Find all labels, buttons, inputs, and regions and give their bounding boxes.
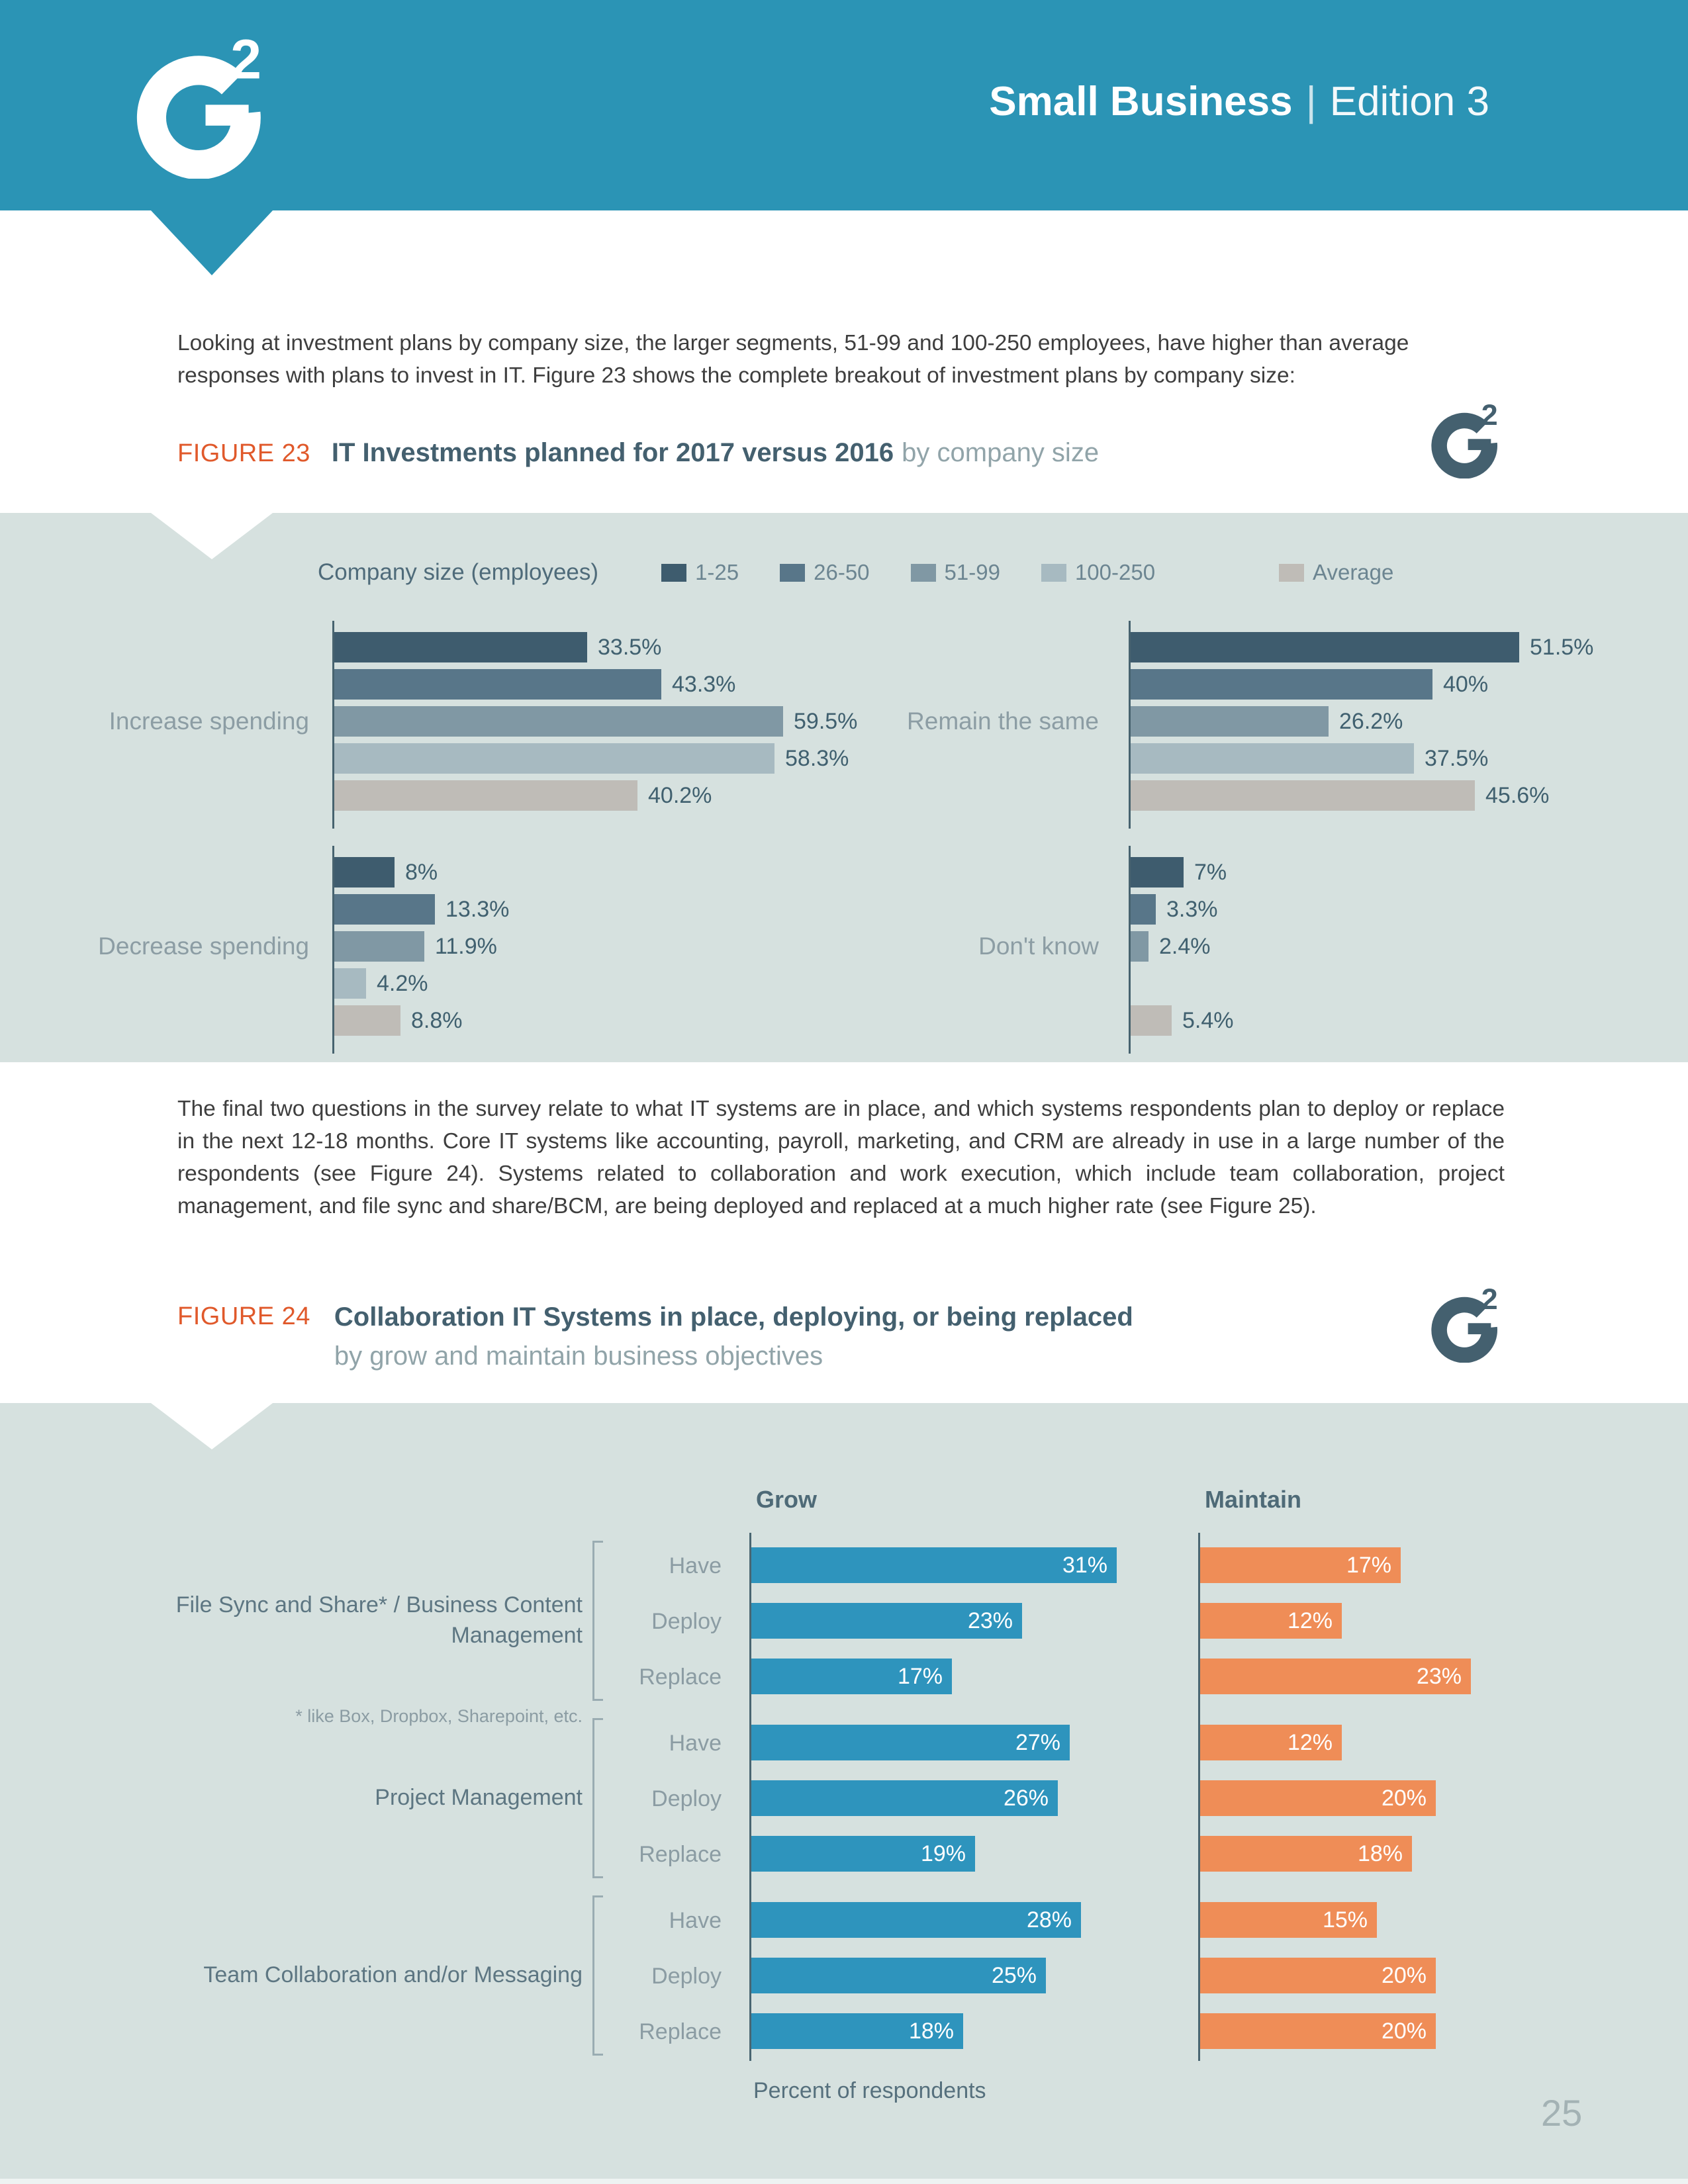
bar-grow [751, 1603, 1022, 1639]
middle-paragraph: The final two questions in the survey relate to what IT systems are in place, and which systems respondents plan to deploy or replace in the next 12-18 months. Core IT systems like accounting, payroll, marketing, and CRM are already in use in a large number of the respondents (see Figure 24). Systems related to collaboration and work execution, which include team collaboration, project management, and file sync and share/BCM, are being deployed and replaced at a much higher rate (see Figure 25). [177, 1097, 1505, 1218]
bar-value-label: 23% [1416, 1664, 1462, 1689]
bar-value-label: 8% [405, 860, 438, 885]
bar-segment [1131, 931, 1149, 962]
group-label: Don't know [978, 933, 1099, 960]
bar-value-label: 58.3% [785, 746, 849, 771]
group-label: Remain the same [907, 707, 1099, 735]
svg-text:2: 2 [1481, 402, 1498, 432]
legend-title: Company size (employees) [318, 559, 599, 585]
figure23-heading [177, 438, 1099, 468]
bar-value-label: 17% [897, 1664, 943, 1689]
bar-grow [751, 1725, 1070, 1760]
bar-value-label: 15% [1322, 1907, 1368, 1933]
bar-segment [334, 669, 661, 700]
logo-superscript: 2 [230, 36, 262, 91]
bar-segment [334, 743, 774, 774]
bar-maintain [1200, 1780, 1436, 1816]
bar-value-label: 26.2% [1339, 709, 1403, 734]
legend-item [780, 560, 869, 585]
legend-label: Average [1313, 560, 1394, 584]
row-label: Deploy [651, 1964, 722, 1989]
row-label: Have [669, 1908, 722, 1933]
bar-value-label: 3.3% [1166, 897, 1218, 922]
bar-value-label: 8.8% [411, 1008, 463, 1033]
header-title-bold: Small Business [989, 79, 1293, 124]
bar-value-label: 19% [920, 1841, 966, 1866]
group-bracket [592, 1718, 603, 1878]
header-pointer [151, 210, 273, 275]
bar-segment [1131, 1005, 1172, 1036]
bar-value-label: 12% [1287, 1730, 1333, 1755]
bar-segment [1131, 780, 1475, 811]
bar-segment [334, 931, 424, 962]
bar-maintain [1200, 1659, 1471, 1694]
figure24-subtitle: by grow and maintain business objectives [334, 1342, 823, 1371]
figure24-label: FIGURE 24 [177, 1302, 310, 1330]
legend-swatch [661, 564, 686, 582]
bar-segment [334, 894, 435, 925]
bar-value-label: 51.5% [1530, 635, 1594, 660]
group-label: Increase spending [109, 707, 309, 735]
bar-grow [751, 1780, 1058, 1816]
figure23-label: FIGURE 23 [177, 439, 310, 467]
legend-label: 1-25 [695, 560, 739, 584]
bar-value-label: 26% [1003, 1786, 1049, 1811]
row-label: Deploy [651, 1609, 722, 1634]
bar-value-label: 18% [1357, 1841, 1403, 1866]
bar-value-label: 59.5% [794, 709, 858, 734]
group-bracket [592, 1541, 603, 1701]
legend-item [661, 560, 739, 585]
group-footnote: * like Box, Dropbox, Sharepoint, etc. [295, 1706, 583, 1726]
group-label: Project Management [375, 1785, 583, 1811]
column-header-maintain: Maintain [1205, 1486, 1302, 1513]
legend-swatch [780, 564, 805, 582]
bar-maintain [1200, 2013, 1436, 2049]
intro-paragraph: Looking at investment plans by company size, the larger segments, 51-99 and 100-250 employees, have higher than average responses with plans to invest in IT. Figure 23 shows the complete breakout of investment plans by company size: [177, 331, 1409, 388]
band-notch [151, 513, 273, 559]
bar-value-label: 4.2% [377, 971, 428, 996]
figure23-legend [318, 559, 1434, 586]
bar-segment [1131, 857, 1184, 887]
bar-value-label: 31% [1062, 1553, 1107, 1578]
bar-maintain [1200, 1603, 1342, 1639]
bar-maintain [1200, 1725, 1342, 1760]
row-label: Have [669, 1553, 722, 1578]
group-label: Decrease spending [98, 933, 309, 960]
row-label: Have [669, 1731, 722, 1756]
bar-value-label: 5.4% [1182, 1008, 1234, 1033]
bar-value-label: 37.5% [1425, 746, 1489, 771]
bar-segment [1131, 706, 1329, 737]
header-title [989, 78, 1489, 125]
row-label: Replace [639, 1664, 722, 1690]
bar-value-label: 12% [1287, 1608, 1333, 1633]
bar-segment [334, 706, 783, 737]
bar-segment [334, 857, 395, 887]
legend-item [1041, 560, 1155, 585]
bar-value-label: 20% [1381, 2019, 1427, 2044]
bar-segment [334, 1005, 400, 1036]
bar-segment [334, 632, 587, 662]
bar-maintain [1200, 1836, 1412, 1872]
row-label: Replace [639, 2019, 722, 2044]
legend-item [1279, 560, 1393, 585]
bar-value-label: 20% [1381, 1786, 1427, 1811]
column-header-grow: Grow [756, 1486, 818, 1513]
bar-grow [751, 1547, 1117, 1583]
figure24-title-block [334, 1302, 1133, 1371]
bar-segment [1131, 894, 1156, 925]
page-number: 25 [1541, 2092, 1583, 2134]
group-bracket [592, 1895, 603, 2056]
band-notch [151, 1403, 273, 1449]
bar-value-label: 27% [1015, 1730, 1060, 1755]
g2-logo-icon [1427, 1287, 1501, 1363]
bar-value-label: 45.6% [1485, 783, 1550, 808]
bar-segment [1131, 669, 1432, 700]
g2-logo-small [1427, 402, 1501, 482]
legend-label: 26-50 [814, 560, 870, 584]
bar-value-label: 43.3% [672, 672, 736, 697]
bar-grow [751, 2013, 963, 2049]
header-title-separator: | [1305, 79, 1317, 124]
bar-value-label: 40.2% [648, 783, 712, 808]
legend-swatch [911, 564, 936, 582]
bar-value-label: 33.5% [598, 635, 662, 660]
group-label: File Sync and Share* / Business Content Management [175, 1592, 583, 1648]
bar-value-label: 25% [991, 1963, 1037, 1988]
bar-segment [1131, 632, 1519, 662]
g2-logo [129, 36, 268, 182]
bar-maintain [1200, 1902, 1377, 1938]
bar-segment [1131, 743, 1414, 774]
row-label: Deploy [651, 1786, 722, 1811]
bar-grow [751, 1659, 952, 1694]
bar-value-label: 2.4% [1159, 934, 1211, 959]
bar-value-label: 20% [1381, 1963, 1427, 1988]
legend-item [911, 560, 1000, 585]
figure24-title: Collaboration IT Systems in place, deploying, or being replaced [334, 1302, 1133, 1332]
bar-value-label: 13.3% [445, 897, 510, 922]
bar-value-label: 18% [908, 2019, 954, 2044]
bar-value-label: 23% [967, 1608, 1013, 1633]
g2-logo-small [1427, 1287, 1501, 1366]
x-axis-label: Percent of respondents [753, 2078, 986, 2103]
legend-label: 51-99 [944, 560, 1000, 584]
bar-maintain [1200, 1958, 1436, 1993]
figure24-heading [177, 1302, 1133, 1371]
page-bottom-strip [0, 2179, 1688, 2184]
legend-swatch [1279, 564, 1304, 582]
g2-logo-icon [1427, 402, 1501, 478]
bar-value-label: 7% [1194, 860, 1227, 885]
legend-swatch [1041, 564, 1066, 582]
bar-value-label: 17% [1346, 1553, 1391, 1578]
figure23-title: IT Investments planned for 2017 versus 2016 [331, 438, 894, 467]
row-label: Replace [639, 1842, 722, 1867]
bar-segment [334, 780, 637, 811]
bar-segment [334, 968, 366, 999]
header-title-light: Edition 3 [1329, 79, 1489, 124]
figure23-subtitle: by company size [902, 438, 1100, 467]
g2-logo-icon [129, 36, 268, 179]
legend-label: 100-250 [1074, 560, 1156, 584]
bar-grow [751, 1836, 975, 1872]
group-label: Team Collaboration and/or Messaging [203, 1962, 583, 1988]
bar-value-label: 11.9% [435, 934, 497, 959]
bar-grow [751, 1958, 1046, 1993]
svg-text:2: 2 [1481, 1287, 1498, 1316]
bar-value-label: 40% [1443, 672, 1489, 697]
bar-maintain [1200, 1547, 1401, 1583]
bar-grow [751, 1902, 1081, 1938]
page-header [0, 0, 1688, 210]
bar-value-label: 28% [1026, 1907, 1072, 1933]
